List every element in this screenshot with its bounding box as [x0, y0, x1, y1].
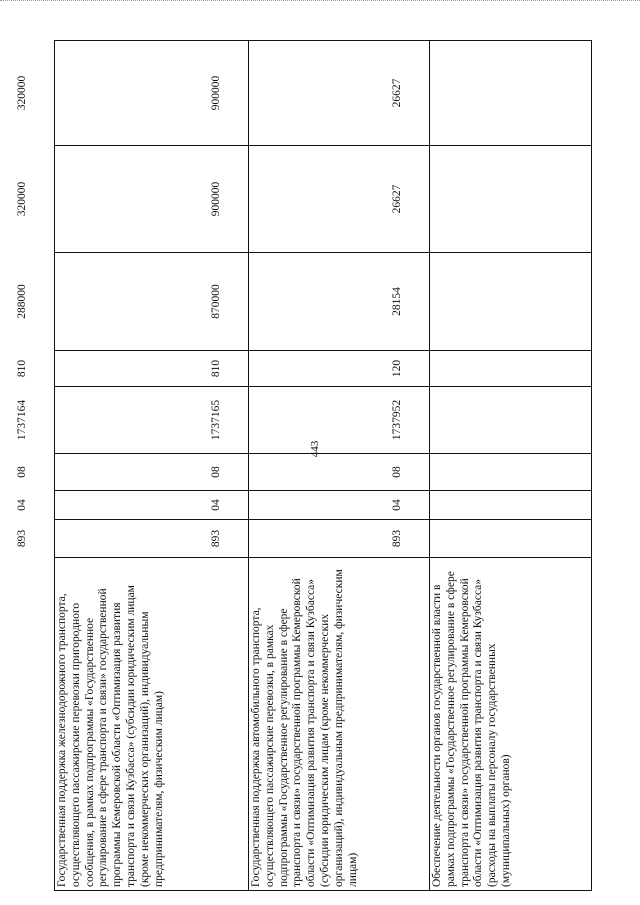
subsection-code-cell	[391, 454, 592, 491]
section-code-cell	[391, 491, 592, 520]
expense-name-cell: Государственная поддержка железнодорожного транспорта, осуществляющего пассажирские перевозки пригородного сообщения, в рамках подпрограммы «Государственное регулирование в сфере транспорта и связи» государственной программы Кемеровской области «Оптимизация развития транспорта и связи Кузбасса» (субсидии юридическим лицам (кроме некоммерческих организаций), индивидуальным предпринимателям, физическим лицам)	[55, 558, 249, 891]
section-code: 04	[391, 499, 403, 511]
section-code: 04	[16, 499, 28, 511]
target-code: 1737952	[391, 399, 403, 441]
amount-2: 900000	[210, 181, 222, 217]
target-code: 1737164	[16, 399, 28, 441]
expense-name-cell: Государственная поддержка автомобильного транспорта, осуществляющего пассажирские перевозки, в рамках подпрограммы «Государственное регулирование в сфере транспорта и связи» государственной программы Кемеровской области «Оптимизация развития транспорта и связи Кузбасса» (субсидии юридическим лицам (кроме некоммерческих организаций), индивидуальным предпринимателям, физическим лицам)	[249, 558, 430, 891]
amount-cell-2	[391, 146, 592, 253]
amount-1: 28154	[391, 287, 403, 316]
budget-table	[16, 40, 592, 891]
expense-type-code: 120	[391, 359, 403, 378]
table-row	[430, 41, 592, 891]
subsection-code: 08	[210, 466, 222, 478]
expense-type-code: 810	[16, 359, 28, 378]
amount-1: 288000	[16, 284, 28, 319]
amount-cell-3	[391, 41, 592, 146]
rotated-table-container	[16, 41, 591, 891]
ministry-code-cell	[391, 520, 592, 558]
subsection-code: 08	[16, 466, 28, 478]
amount-3: 900000	[210, 75, 222, 111]
amount-3: 26627	[391, 78, 403, 108]
amount-2: 26627	[391, 184, 403, 214]
page-number: 443	[309, 440, 321, 458]
amount-cell-1	[391, 253, 592, 351]
ministry-code: 893	[391, 529, 403, 548]
ministry-code: 893	[16, 529, 28, 548]
expense-type-cell	[391, 351, 592, 387]
ministry-code: 893	[210, 529, 222, 548]
subsection-code: 08	[391, 466, 403, 478]
amount-2: 320000	[16, 181, 28, 217]
expense-name-cell: Обеспечение деятельности органов государственной власти в рамках подпрограммы «Государственное регулирование в сфере транспорта и связи» государственной программы Кемеровской области «Оптимизация развития транспорта и связи Кузбасса» (расходы на выплаты персоналу государственных (муниципальных) органов)	[430, 558, 592, 891]
amount-1: 870000	[210, 284, 222, 319]
target-code: 1737165	[210, 399, 222, 441]
scan-top-edge	[0, 0, 640, 7]
amount-3: 320000	[16, 75, 28, 111]
target-code-cell	[391, 387, 592, 454]
expense-type-code: 810	[210, 359, 222, 378]
section-code: 04	[210, 499, 222, 511]
